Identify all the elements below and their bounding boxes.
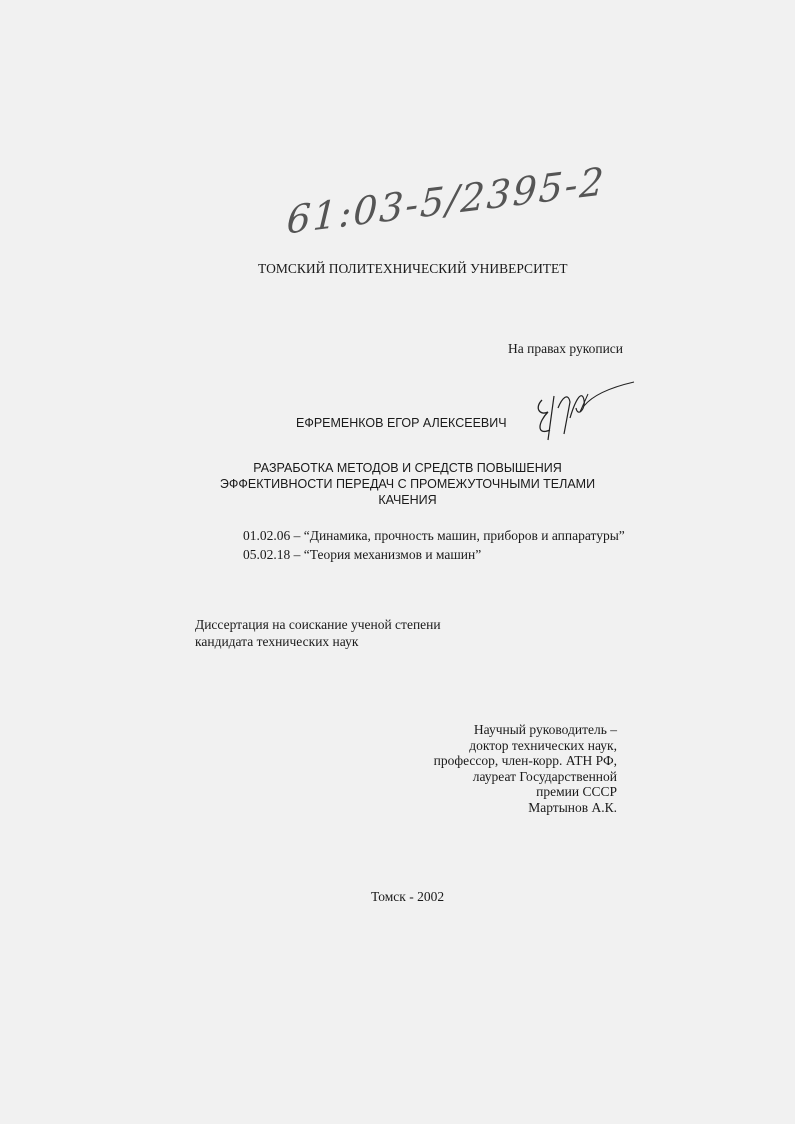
advisor-line: доктор технических наук, [469, 737, 617, 753]
rights-note: На правах рукописи [508, 341, 624, 356]
dissertation-title [200, 460, 615, 508]
advisor-line: профессор, член-корр. АТН РФ, [433, 753, 617, 768]
title-line: РАЗРАБОТКА МЕТОДОВ И СРЕДСТВ ПОВЫШЕНИЯ [253, 461, 562, 475]
archive-number-handwritten: 61:03-5/2395-2 [285, 158, 607, 243]
university-name: ТОМСКИЙ ПОЛИТЕХНИЧЕСКИЙ УНИВЕРСИТЕТ [258, 261, 568, 276]
advisor-name: Мартынов А.К. [528, 799, 617, 815]
dissertation-degree-line: Диссертация на соискание ученой степени [195, 617, 441, 632]
city-year: Томск - 2002 [371, 889, 445, 904]
author-signature [528, 378, 638, 458]
advisor-line: лауреат Государственной [472, 768, 617, 784]
advisor-line: Научный руководитель – [473, 722, 617, 737]
specialty-line: 01.02.06 – “Динамика, прочность машин, приборов и аппаратуры” [243, 528, 625, 543]
title-line: КАЧЕНИЯ [378, 493, 437, 507]
specialty-line: 05.02.18 – “Теория механизмов и машин” [243, 547, 482, 562]
scientific-advisor [434, 722, 617, 815]
author-name: ЕФРЕМЕНКОВ ЕГОР АЛЕКСЕЕВИЧ [296, 416, 507, 430]
advisor-line: премии СССР [536, 784, 617, 799]
title-line: ЭФФЕКТИВНОСТИ ПЕРЕДАЧ С ПРОМЕЖУТОЧНЫМИ ТЕЛАМИ [219, 477, 596, 491]
dissertation-degree-line: кандидата технических наук [195, 634, 359, 649]
